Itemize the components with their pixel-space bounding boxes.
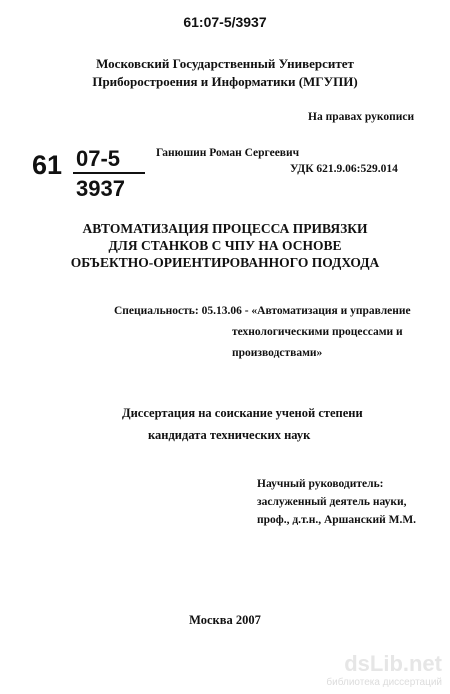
stamp-code-denominator: 3937 [76,176,125,201]
advisor-line3: проф., д.т.н., Аршанский М.М. [257,514,417,526]
advisor-line2: заслуженный деятель науки, [257,496,407,508]
title-line3: ОБЪЕКТНО-ОРИЕНТИРОВАННОГО ПОДХОДА [70,255,380,270]
watermark-logo: dsLib.net [344,651,442,676]
dissertation-line2: кандидата технических наук [148,428,311,442]
specialty-line2: технологическими процессами и [232,326,403,338]
university-name-line1: Московский Государственный Университет [96,56,354,71]
title-line1: АВТОМАТИЗАЦИЯ ПРОЦЕССА ПРИВЯЗКИ [82,221,368,236]
specialty-line3: производствами» [232,347,323,359]
title-line2: ДЛЯ СТАНКОВ С ЧПУ НА ОСНОВЕ [108,238,342,253]
dissertation-line1: Диссертация на соискание ученой степени [122,406,363,420]
advisor-line1: Научный руководитель: [257,478,384,490]
author-name: Ганюшин Роман Сергеевич [156,147,300,159]
registry-code: 61:07-5/3937 [183,14,267,30]
stamp-code-numerator: 07-5 [76,146,121,171]
university-name-line2: Приборостроения и Информатики (МГУПИ) [92,74,358,89]
udc-code: УДК 621.9.06:529.014 [290,163,398,175]
watermark-tagline: библиотека диссертаций [326,677,442,688]
stamp-code-prefix: 61 [32,150,63,180]
city-year: Москва 2007 [189,613,261,627]
watermark [326,653,442,688]
stamp-code-fraction-line [73,172,145,174]
specialty-line1: Специальность: 05.13.06 - «Автоматизация и управление [114,305,411,317]
rights-note: На правах рукописи [308,111,415,123]
